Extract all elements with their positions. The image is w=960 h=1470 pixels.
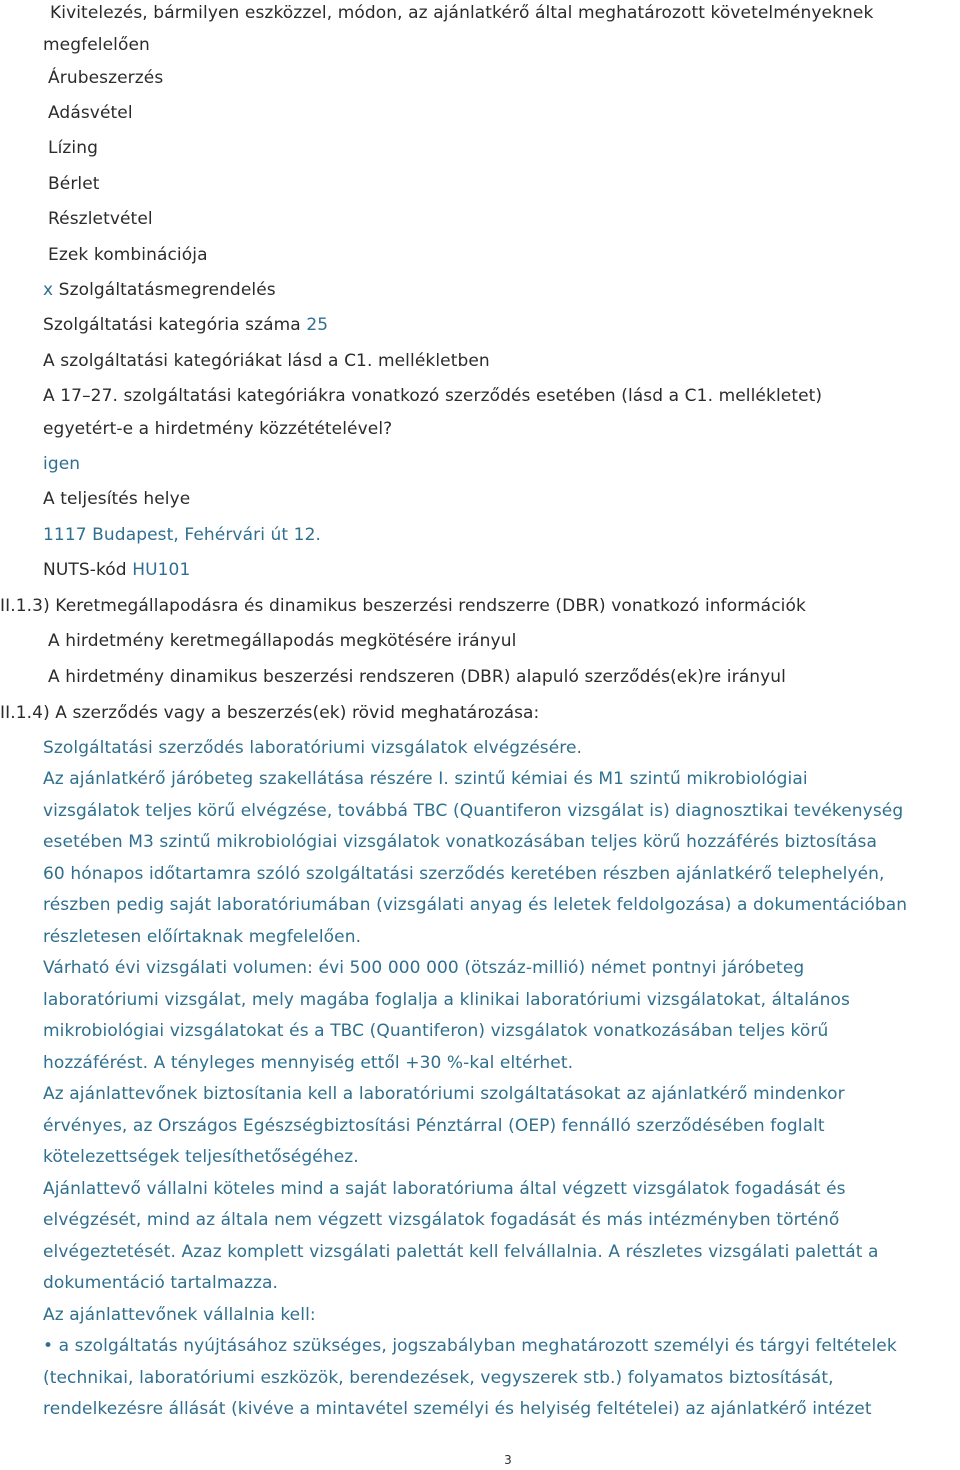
- option-item: Lízing: [48, 138, 99, 158]
- option-item: Ezek kombinációja: [48, 245, 208, 265]
- category-label: Szolgáltatási kategória száma: [43, 315, 307, 335]
- nuts-value: HU101: [132, 560, 191, 580]
- text-line: egyetért-e a hirdetmény közzétételével?: [43, 419, 393, 439]
- description-line: kötelezettségek teljesíthetőségéhez.: [43, 1147, 359, 1167]
- option-item: Részletvétel: [48, 209, 153, 229]
- description-line: laboratóriumi vizsgálat, mely magába foglalja a klinikai laboratóriumi vizsgálatokat, általános: [43, 990, 850, 1010]
- description-line: mikrobiológiai vizsgálatokat és a TBC (Quantiferon) vizsgálatok vonatkozásában teljes körű: [43, 1021, 829, 1041]
- description-line: Ajánlattevő vállalni köteles mind a saját laboratóriuma által végzett vizsgálatok fogadását és: [43, 1179, 846, 1199]
- description-line: elvégzését, mind az általa nem végzett vizsgálatok fogadását és más intézményben történő: [43, 1210, 840, 1230]
- option-item: Árubeszerzés: [48, 68, 164, 88]
- text-line: megfelelően: [43, 35, 150, 55]
- description-line: Szolgáltatási szerződés laboratóriumi vizsgálatok elvégzésére.: [43, 738, 583, 758]
- nuts-code: [43, 559, 190, 581]
- nuts-label: NUTS-kód: [43, 560, 133, 580]
- section-heading: II.1.4) A szerződés vagy a beszerzés(ek) rövid meghatározása:: [0, 703, 540, 723]
- category-number: [43, 314, 328, 336]
- option-item: Bérlet: [48, 174, 100, 194]
- category-value: 25: [306, 315, 329, 335]
- section-heading: II.1.3) Keretmegállapodásra és dinamikus beszerzési rendszerre (DBR) vonatkozó információk: [0, 596, 806, 616]
- description-line: rendelkezésre állását (kivéve a mintavétel személyi és helyiség feltételei) az ajánlatkérő intézet: [43, 1399, 872, 1419]
- description-line: érvényes, az Országos Egészségbiztosítási Pénztárral (OEP) fennálló szerződésében foglalt: [43, 1116, 825, 1136]
- option-item: Adásvétel: [48, 103, 133, 123]
- option-item: A hirdetmény dinamikus beszerzési rendszeren (DBR) alapuló szerződés(ek)re irányul: [48, 667, 786, 687]
- description-line: dokumentáció tartalmazza.: [43, 1273, 279, 1293]
- text-line: A 17–27. szolgáltatási kategóriákra vonatkozó szerződés esetében (lásd a C1. mellékletet): [43, 386, 823, 406]
- description-line: (technikai, laboratóriumi eszközök, berendezések, vegyszerek stb.) folyamatos biztosítását,: [43, 1368, 834, 1388]
- address-value: 1117 Budapest, Fehérvári út 12.: [43, 525, 321, 545]
- option-item: A hirdetmény keretmegállapodás megkötésére irányul: [48, 631, 517, 651]
- description-line: részletesen előírtaknak megfelelően.: [43, 927, 362, 947]
- selected-mark: x: [43, 280, 54, 300]
- description-line: Várható évi vizsgálati volumen: évi 500 000 000 (ötszáz-millió) német pontnyi járóbeteg: [43, 958, 805, 978]
- description-line: Az ajánlatkérő járóbeteg szakellátása részére I. szintű kémiai és M1 szintű mikrobiológiai: [43, 769, 808, 789]
- description-line: részben pedig saját laboratóriumában (vizsgálati anyag és leletek feldolgozása) a dokumentációban: [43, 895, 908, 915]
- description-line: elvégeztetését. Azaz komplett vizsgálati palettát kell felvállalnia. A részletes vizsgálati palettát a: [43, 1242, 879, 1262]
- text-line: Kivitelezés, bármilyen eszközzel, módon, az ajánlatkérő által meghatározott követelményeknek: [50, 3, 874, 23]
- bullet-item: • a szolgáltatás nyújtásához szükséges, jogszabályban meghatározott személyi és tárgyi feltételek: [43, 1336, 897, 1356]
- description-line: esetében M3 szintű mikrobiológiai vizsgálatok vonatkozásában teljes körű hozzáférés biztosítása: [43, 832, 878, 852]
- section-label: A teljesítés helye: [43, 489, 191, 509]
- page-number: 3: [504, 1453, 512, 1467]
- answer-value: igen: [43, 454, 81, 474]
- description-line: hozzáférést. A tényleges mennyiség ettől +30 %-kal eltérhet.: [43, 1053, 574, 1073]
- description-line: vizsgálatok teljes körű elvégzése, továbbá TBC (Quantiferon vizsgálat is) diagnosztikai tevékenység: [43, 801, 904, 821]
- option-label: Szolgáltatásmegrendelés: [53, 280, 276, 300]
- description-line: Az ajánlattevőnek biztosítania kell a laboratóriumi szolgáltatásokat az ajánlatkérő mindenkor: [43, 1084, 845, 1104]
- text-line: A szolgáltatási kategóriákat lásd a C1. mellékletben: [43, 351, 490, 371]
- option-item-selected: [43, 279, 276, 301]
- description-line: 60 hónapos időtartamra szóló szolgáltatási szerződés keretében részben ajánlatkérő telephelyén,: [43, 864, 885, 884]
- description-line: Az ajánlattevőnek vállalnia kell:: [43, 1305, 316, 1325]
